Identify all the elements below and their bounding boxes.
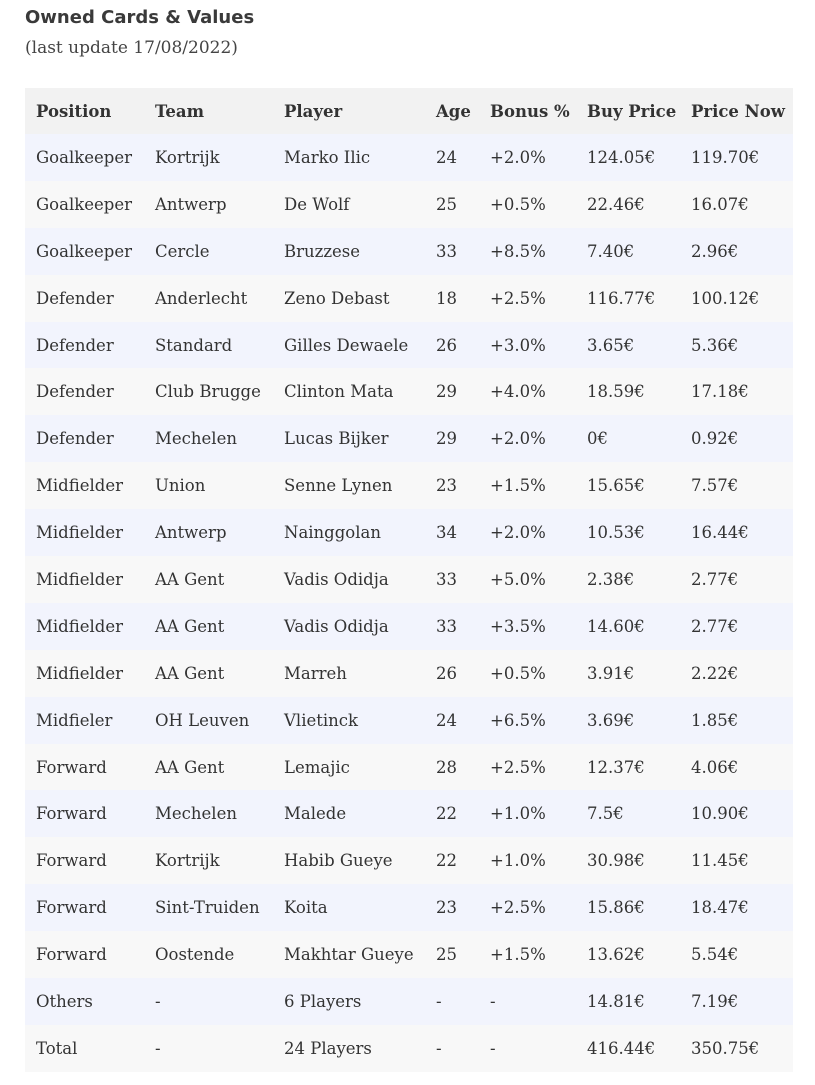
price-now-cell: 2.77€ <box>680 603 793 650</box>
player-cell: Koita <box>273 884 425 931</box>
player-cell: Senne Lynen <box>273 462 425 509</box>
section-title: Owned Cards & Values <box>25 7 255 28</box>
buy-price-cell: 3.65€ <box>576 322 680 369</box>
bonus-cell: +0.5% <box>479 181 576 228</box>
player-cell: Vlietinck <box>273 697 425 744</box>
buy-price-cell: 416.44€ <box>576 1025 680 1072</box>
player-cell: 24 Players <box>273 1025 425 1072</box>
position-cell: Others <box>25 978 144 1025</box>
buy-price-cell: 7.40€ <box>576 228 680 275</box>
position-cell: Defender <box>25 415 144 462</box>
buy-price-cell: 3.91€ <box>576 650 680 697</box>
buy-price-cell: 2.38€ <box>576 556 680 603</box>
bonus-cell: +0.5% <box>479 650 576 697</box>
table-row <box>25 790 793 837</box>
price-now-cell: 10.90€ <box>680 790 793 837</box>
price-now-cell: 100.12€ <box>680 275 793 322</box>
owned-cards-table <box>25 88 793 1072</box>
price-now-cell: 18.47€ <box>680 884 793 931</box>
position-cell: Midfielder <box>25 603 144 650</box>
buy-price-cell: 10.53€ <box>576 509 680 556</box>
table-header <box>25 88 793 134</box>
column-header-buy-price: Buy Price <box>576 88 680 134</box>
table-row <box>25 1025 793 1072</box>
player-cell: Vadis Odidja <box>273 556 425 603</box>
buy-price-cell: 12.37€ <box>576 744 680 791</box>
player-cell: Lucas Bijker <box>273 415 425 462</box>
buy-price-cell: 7.5€ <box>576 790 680 837</box>
bonus-cell: +8.5% <box>479 228 576 275</box>
price-now-cell: 17.18€ <box>680 368 793 415</box>
table-row <box>25 322 793 369</box>
price-now-cell: 16.07€ <box>680 181 793 228</box>
price-now-cell: 2.77€ <box>680 556 793 603</box>
player-cell: Habib Gueye <box>273 837 425 884</box>
table-row <box>25 368 793 415</box>
position-cell: Midfielder <box>25 650 144 697</box>
bonus-cell: +1.5% <box>479 931 576 978</box>
position-cell: Forward <box>25 884 144 931</box>
age-cell: 26 <box>425 322 479 369</box>
buy-price-cell: 3.69€ <box>576 697 680 744</box>
bonus-cell: +5.0% <box>479 556 576 603</box>
price-now-cell: 1.85€ <box>680 697 793 744</box>
age-cell: - <box>425 978 479 1025</box>
position-cell: Forward <box>25 744 144 791</box>
player-cell: Makhtar Gueye <box>273 931 425 978</box>
header-row <box>25 88 793 134</box>
age-cell: 22 <box>425 790 479 837</box>
player-cell: Nainggolan <box>273 509 425 556</box>
age-cell: 26 <box>425 650 479 697</box>
bonus-cell: +1.5% <box>479 462 576 509</box>
bonus-cell: +3.0% <box>479 322 576 369</box>
price-now-cell: 350.75€ <box>680 1025 793 1072</box>
price-now-cell: 7.57€ <box>680 462 793 509</box>
bonus-cell: +2.5% <box>479 744 576 791</box>
position-cell: Defender <box>25 322 144 369</box>
age-cell: 33 <box>425 556 479 603</box>
buy-price-cell: 13.62€ <box>576 931 680 978</box>
table-row <box>25 603 793 650</box>
position-cell: Forward <box>25 790 144 837</box>
buy-price-cell: 22.46€ <box>576 181 680 228</box>
bonus-cell: +2.0% <box>479 509 576 556</box>
table-row <box>25 884 793 931</box>
team-cell: Club Brugge <box>144 368 273 415</box>
bonus-cell: +2.0% <box>479 415 576 462</box>
table-row <box>25 837 793 884</box>
column-header-age: Age <box>425 88 479 134</box>
team-cell: Union <box>144 462 273 509</box>
bonus-cell: +2.5% <box>479 884 576 931</box>
position-cell: Forward <box>25 837 144 884</box>
team-cell: Mechelen <box>144 790 273 837</box>
age-cell: 33 <box>425 228 479 275</box>
bonus-cell: +4.0% <box>479 368 576 415</box>
bonus-cell: - <box>479 978 576 1025</box>
player-cell: Malede <box>273 790 425 837</box>
position-cell: Total <box>25 1025 144 1072</box>
age-cell: 23 <box>425 884 479 931</box>
team-cell: Anderlecht <box>144 275 273 322</box>
table-row <box>25 462 793 509</box>
table-row <box>25 275 793 322</box>
buy-price-cell: 30.98€ <box>576 837 680 884</box>
player-cell: Marko Ilic <box>273 134 425 181</box>
table-body <box>25 134 793 1072</box>
player-cell: Vadis Odidja <box>273 603 425 650</box>
age-cell: 24 <box>425 697 479 744</box>
bonus-cell: - <box>479 1025 576 1072</box>
table-row <box>25 978 793 1025</box>
buy-price-cell: 15.65€ <box>576 462 680 509</box>
column-header-player: Player <box>273 88 425 134</box>
price-now-cell: 11.45€ <box>680 837 793 884</box>
position-cell: Midfielder <box>25 462 144 509</box>
column-header-price-now: Price Now <box>680 88 793 134</box>
column-header-team: Team <box>144 88 273 134</box>
price-now-cell: 119.70€ <box>680 134 793 181</box>
table-row <box>25 931 793 978</box>
table-row <box>25 744 793 791</box>
table-row <box>25 228 793 275</box>
table-row <box>25 415 793 462</box>
buy-price-cell: 18.59€ <box>576 368 680 415</box>
buy-price-cell: 0€ <box>576 415 680 462</box>
team-cell: Sint-Truiden <box>144 884 273 931</box>
buy-price-cell: 124.05€ <box>576 134 680 181</box>
team-cell: AA Gent <box>144 603 273 650</box>
team-cell: Cercle <box>144 228 273 275</box>
buy-price-cell: 14.81€ <box>576 978 680 1025</box>
column-header-position: Position <box>25 88 144 134</box>
buy-price-cell: 116.77€ <box>576 275 680 322</box>
age-cell: 25 <box>425 181 479 228</box>
position-cell: Goalkeeper <box>25 181 144 228</box>
position-cell: Defender <box>25 275 144 322</box>
position-cell: Defender <box>25 368 144 415</box>
table-row <box>25 697 793 744</box>
buy-price-cell: 14.60€ <box>576 603 680 650</box>
position-cell: Midfielder <box>25 556 144 603</box>
bonus-cell: +2.5% <box>479 275 576 322</box>
player-cell: Clinton Mata <box>273 368 425 415</box>
position-cell: Forward <box>25 931 144 978</box>
table-row <box>25 556 793 603</box>
bonus-cell: +2.0% <box>479 134 576 181</box>
age-cell: 25 <box>425 931 479 978</box>
price-now-cell: 5.54€ <box>680 931 793 978</box>
team-cell: Kortrijk <box>144 134 273 181</box>
player-cell: Bruzzese <box>273 228 425 275</box>
age-cell: 18 <box>425 275 479 322</box>
price-now-cell: 16.44€ <box>680 509 793 556</box>
team-cell: - <box>144 1025 273 1072</box>
column-header-bonus: Bonus % <box>479 88 576 134</box>
position-cell: Midfieler <box>25 697 144 744</box>
team-cell: OH Leuven <box>144 697 273 744</box>
price-now-cell: 0.92€ <box>680 415 793 462</box>
team-cell: Oostende <box>144 931 273 978</box>
age-cell: - <box>425 1025 479 1072</box>
last-update-note: (last update 17/08/2022) <box>25 38 238 58</box>
player-cell: 6 Players <box>273 978 425 1025</box>
bonus-cell: +1.0% <box>479 837 576 884</box>
age-cell: 29 <box>425 368 479 415</box>
team-cell: Standard <box>144 322 273 369</box>
age-cell: 23 <box>425 462 479 509</box>
buy-price-cell: 15.86€ <box>576 884 680 931</box>
bonus-cell: +6.5% <box>479 697 576 744</box>
table-row <box>25 509 793 556</box>
player-cell: Gilles Dewaele <box>273 322 425 369</box>
team-cell: Kortrijk <box>144 837 273 884</box>
price-now-cell: 4.06€ <box>680 744 793 791</box>
position-cell: Midfielder <box>25 509 144 556</box>
age-cell: 28 <box>425 744 479 791</box>
table-row <box>25 181 793 228</box>
team-cell: - <box>144 978 273 1025</box>
player-cell: Lemajic <box>273 744 425 791</box>
bonus-cell: +3.5% <box>479 603 576 650</box>
age-cell: 29 <box>425 415 479 462</box>
age-cell: 22 <box>425 837 479 884</box>
team-cell: AA Gent <box>144 650 273 697</box>
bonus-cell: +1.0% <box>479 790 576 837</box>
age-cell: 34 <box>425 509 479 556</box>
position-cell: Goalkeeper <box>25 134 144 181</box>
team-cell: AA Gent <box>144 556 273 603</box>
price-now-cell: 5.36€ <box>680 322 793 369</box>
team-cell: Antwerp <box>144 509 273 556</box>
age-cell: 33 <box>425 603 479 650</box>
table-row <box>25 134 793 181</box>
price-now-cell: 7.19€ <box>680 978 793 1025</box>
price-now-cell: 2.96€ <box>680 228 793 275</box>
team-cell: Mechelen <box>144 415 273 462</box>
team-cell: AA Gent <box>144 744 273 791</box>
table-row <box>25 650 793 697</box>
player-cell: Zeno Debast <box>273 275 425 322</box>
team-cell: Antwerp <box>144 181 273 228</box>
player-cell: Marreh <box>273 650 425 697</box>
price-now-cell: 2.22€ <box>680 650 793 697</box>
position-cell: Goalkeeper <box>25 228 144 275</box>
age-cell: 24 <box>425 134 479 181</box>
player-cell: De Wolf <box>273 181 425 228</box>
